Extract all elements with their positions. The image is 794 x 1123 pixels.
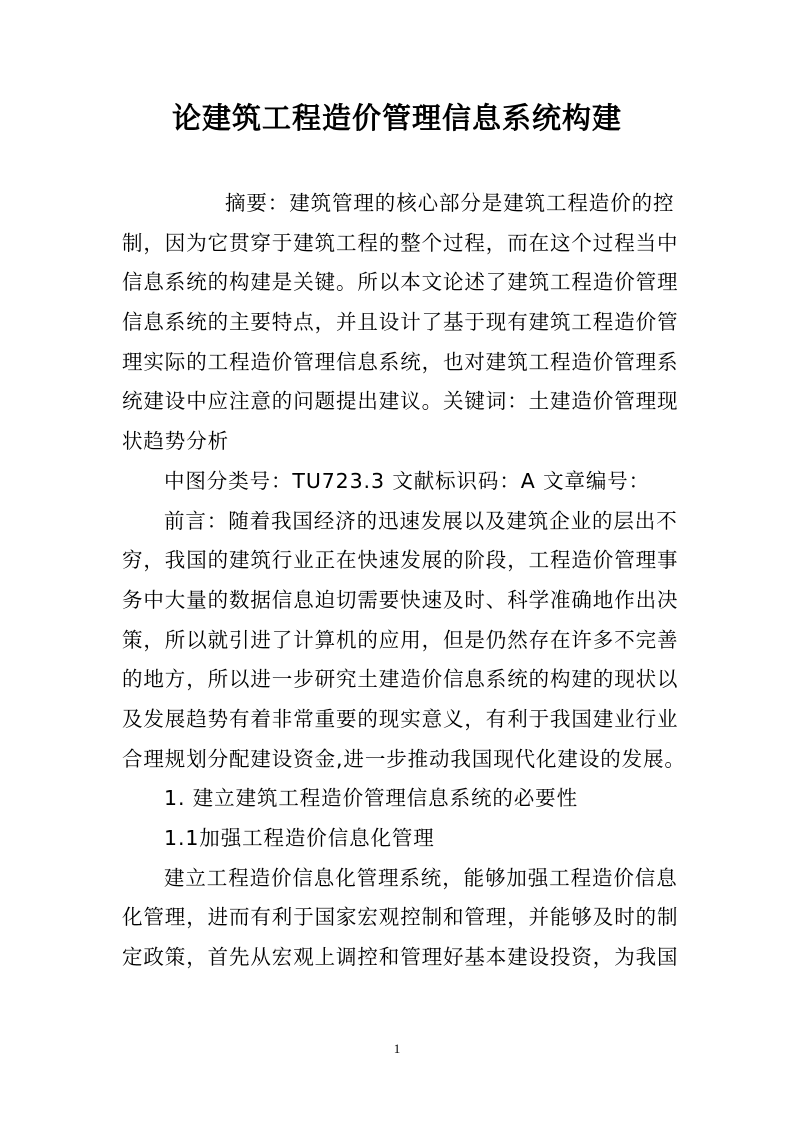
preface-line: 穷，我国的建筑行业正在快速发展的阶段，工程造价管理事 xyxy=(122,548,679,573)
abstract-line: 制，因为它贯穿于建筑工程的整个过程，而在这个过程当中 xyxy=(122,230,679,255)
document-title: 论建筑工程造价管理信息系统构建 xyxy=(171,101,622,135)
section-heading: 1. 建立建筑工程造价管理信息系统的必要性 xyxy=(164,786,578,811)
paragraph-line: 化管理，进而有利于国家宏观控制和管理，并能够及时的制 xyxy=(122,905,679,930)
paragraph-line: 建立工程造价信息化管理系统，能够加强工程造价信息 xyxy=(164,865,678,890)
abstract-line: 理实际的工程造价管理信息系统，也对建筑工程造价管理系 xyxy=(122,349,679,374)
preface-line: 前言：随着我国经济的迅速发展以及建筑企业的层出不 xyxy=(164,508,678,533)
abstract-line: 摘要：建筑管理的核心部分是建筑工程造价的控 xyxy=(225,191,675,215)
paragraph-line: 定政策，首先从宏观上调控和管理好基本建设投资，为我国 xyxy=(122,945,679,970)
preface-line: 策，所以就引进了计算机的应用，但是仍然存在许多不完善 xyxy=(122,627,679,652)
preface-line: 的地方，所以进一步研究土建造价信息系统的构建的现状以 xyxy=(122,667,679,692)
abstract-line: 统建设中应注意的问题提出建议。关键词：土建造价管理现 xyxy=(122,389,679,414)
document-body xyxy=(122,184,686,978)
classification-line: 中图分类号：TU723.3 文献标识码：A 文章编号： xyxy=(164,468,651,493)
abstract-line: 信息系统的主要特点，并且设计了基于现有建筑工程造价管 xyxy=(122,310,679,335)
abstract-line: 信息系统的构建是关键。所以本文论述了建筑工程造价管理 xyxy=(122,270,679,295)
subsection-heading: 1.1加强工程造价信息化管理 xyxy=(164,826,435,850)
page-number: 1 xyxy=(393,1041,401,1056)
abstract-line: 状趋势分析 xyxy=(122,429,229,454)
preface-line: 及发展趋势有着非常重要的现实意义，有利于我国建业行业 xyxy=(122,706,679,731)
preface-line: 务中大量的数据信息迫切需要快速及时、科学准确地作出决 xyxy=(122,587,679,612)
preface-line: 合理规划分配建设资金,进一步推动我国现代化建设的发展。 xyxy=(122,746,686,771)
